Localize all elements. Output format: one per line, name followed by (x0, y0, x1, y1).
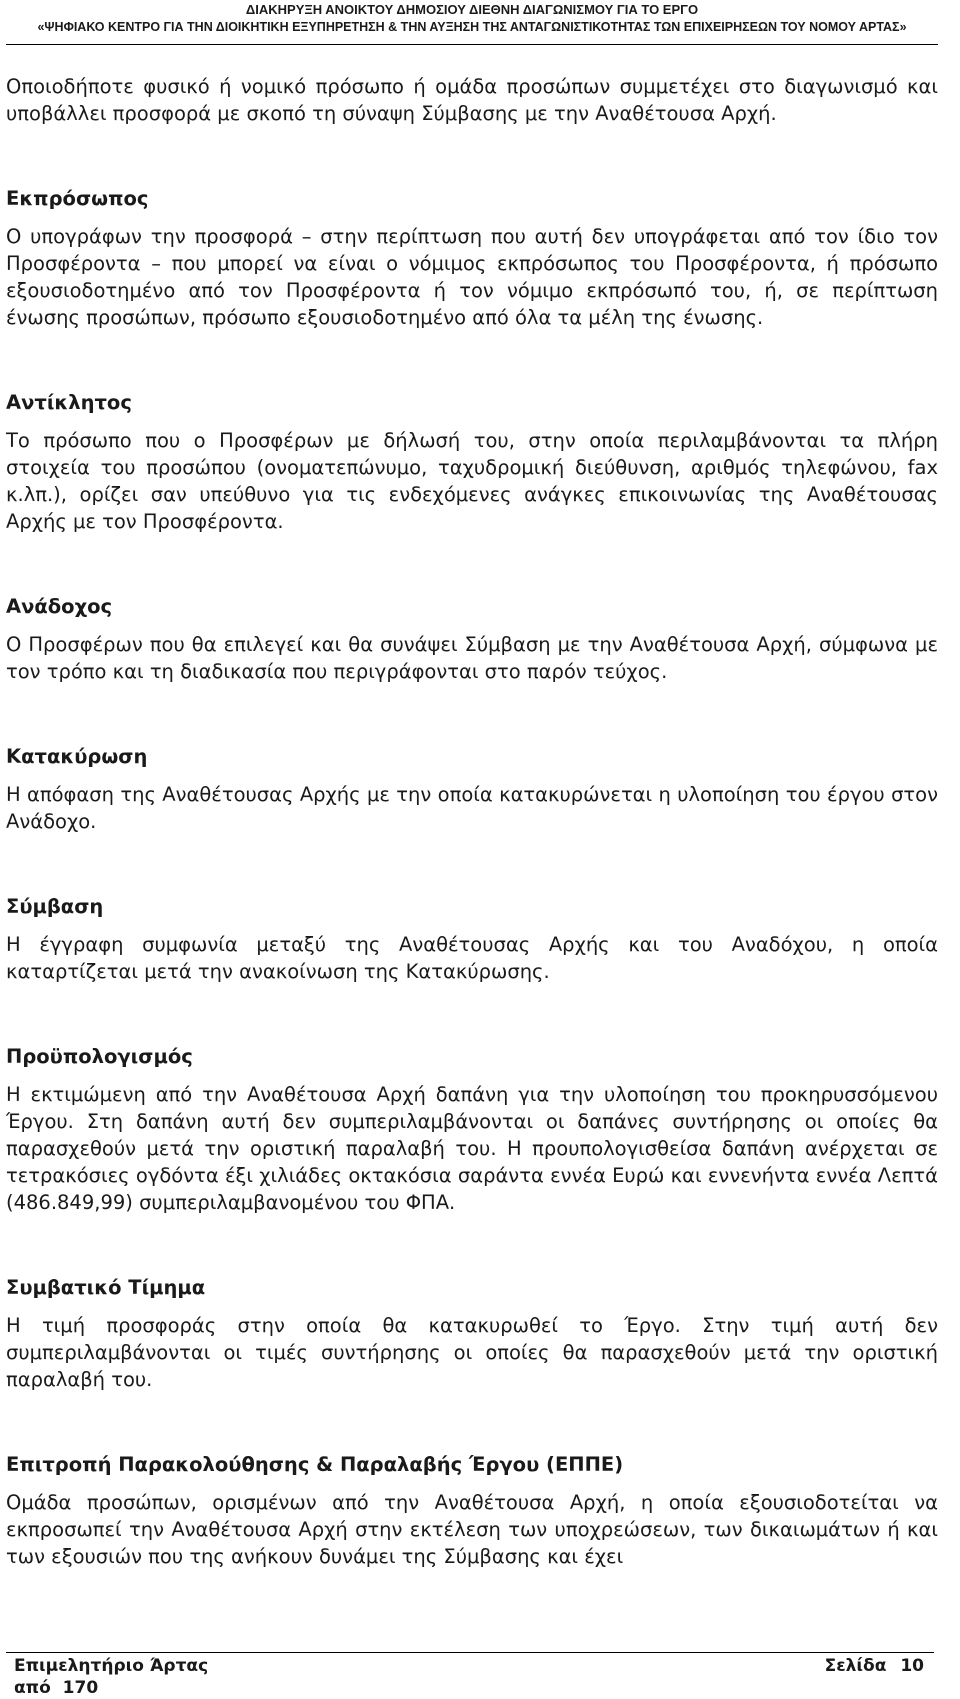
footer-page-label: Σελίδα (824, 1656, 887, 1676)
section-heading: Ανάδοχος (6, 595, 113, 618)
footer-total-value: 170 (62, 1678, 99, 1698)
footer-page-value: 10 (900, 1656, 924, 1676)
section-heading: Κατακύρωση (6, 745, 148, 768)
section-symvasi (6, 893, 938, 985)
section-anadochos (6, 593, 938, 685)
section-text: Η τιμή προσφοράς στην οποία θα κατακυρωθεί το Έργο. Στην τιμή αυτή δεν συμπεριλαμβάνονται οι τιμές συντήρησης οι οποίες θα παρασχεθούν μετά την οριστική παραλαβή του. (6, 1314, 938, 1391)
footer-page-number (825, 1656, 924, 1676)
intro-paragraph: Οποιοδήποτε φυσικό ή νομικό πρόσωπο ή ομάδα προσώπων συμμετέχει στο διαγωνισμό και υποβάλλει προσφορά με σκοπό τη σύναψη Σύμβασης με την Αναθέτουσα Αρχή. (6, 75, 938, 125)
section-heading: Σύμβαση (6, 895, 104, 918)
footer-total-pages (14, 1678, 98, 1698)
document-body (6, 73, 938, 1570)
section-ekprosopos (6, 185, 938, 331)
section-text: Ομάδα προσώπων, ορισμένων από την Αναθέτουσα Αρχή, η οποία εξουσιοδοτείται να εκπροσωπεί την Αναθέτουσα Αρχή στην εκτέλεση των υποχρεώσεων, των δικαιωμάτων ή και των εξουσιών που της ανήκουν δυνάμει της Σύμβασης και έχει (6, 1491, 938, 1568)
section-text: Ο Προσφέρων που θα επιλεγεί και θα συνάψει Σύμβαση με την Αναθέτουσα Αρχή, σύμφωνα με τον τρόπο και τη διαδικασία που περιγράφονται στο παρόν τεύχος. (6, 633, 938, 683)
section-heading: Αντίκλητος (6, 391, 132, 414)
page-footer (6, 1652, 934, 1699)
section-heading: Συμβατικό Τίμημα (6, 1276, 206, 1299)
section-heading: Εκπρόσωπος (6, 187, 149, 210)
header-title-line-1: ΔΙΑΚΗΡΥΞΗ ΑΝΟΙΚΤΟΥ ΔΗΜΟΣΙΟΥ ΔΙΕΘΝΗ ΔΙΑΓΩΝΙΣΜΟΥ ΓΙΑ ΤΟ ΕΡΓΟ (245, 2, 699, 17)
section-text: Η εκτιμώμενη από την Αναθέτουσα Αρχή δαπάνη για την υλοποίηση του προκηρυσσόμενου Έργου. Στη δαπάνη αυτή δεν συμπεριλαμβάνονται οι δαπάνες συντήρησης οι οποίες θα παρασχεθούν μετά την οριστική παραλαβή του. Η προυπολογισθείσα δαπάνη ανέρχεται σε τετρακόσιες ογδόντα έξι χιλιάδες οκτακόσια σαράντα εννέα Ευρώ και εννενήντα εννέα Λεπτά (486.849,99) συμπεριλαμβανομένου του ΦΠΑ. (6, 1083, 938, 1214)
section-text: Η απόφαση της Αναθέτουσας Αρχής με την οποία κατακυρώνεται η υλοποίηση του έργου στον Ανάδοχο. (6, 783, 938, 833)
section-heading: Επιτροπή Παρακολούθησης & Παραλαβής Έργου (ΕΠΠΕ) (6, 1453, 624, 1476)
page-header (6, 0, 938, 45)
section-symvatiko-timima (6, 1274, 938, 1393)
header-title-line-2: «ΨΗΦΙΑΚΟ ΚΕΝΤΡΟ ΓΙΑ ΤΗΝ ΔΙΟΙΚΗΤΙΚΗ ΕΞΥΠΗΡΕΤΗΣΗ & ΤΗΝ ΑΥΞΗΣΗ ΤΗΣ ΑΝΤΑΓΩΝΙΣΤΙΚΟΤΗΤΑΣ ΤΩΝ ΕΠΙΧΕΙΡΗΣΕΩΝ ΤΟΥ ΝΟΜΟΥ ΑΡΤΑΣ» (37, 20, 907, 34)
footer-of-label: από (14, 1678, 51, 1698)
section-proypologismos (6, 1043, 938, 1216)
footer-organization: Επιμελητήριο Άρτας (14, 1656, 209, 1676)
section-heading: Προϋπολογισμός (6, 1045, 193, 1068)
section-text: Το πρόσωπο που ο Προσφέρων με δήλωσή του, στην οποία περιλαμβάνονται τα πλήρη στοιχεία του προσώπου (ονοματεπώνυμο, ταχυδρομική διεύθυνση, αριθμός τηλεφώνου, fax κ.λπ.), ορίζει σαν υπεύθυνο για τις ενδεχόμενες ανάγκες επικοινωνίας της Αναθέτουσας Αρχής με τον Προσφέροντα. (6, 429, 938, 533)
section-text: Ο υπογράφων την προσφορά – στην περίπτωση που αυτή δεν υπογράφεται από τον ίδιο τον Προσφέροντα – που μπορεί να είναι ο νόμιμος εκπρόσωπος του Προσφέροντα, ή πρόσωπο εξουσιοδοτημένο από τον Προσφέροντα ή τον νόμιμο εκπρόσωπό του, ή, σε περίπτωση ένωσης προσώπων, πρόσωπο εξουσιοδοτημένο από όλα τα μέλη της ένωσης. (6, 225, 938, 329)
section-katakyrosi (6, 743, 938, 835)
section-antikletos (6, 389, 938, 535)
section-eppe (6, 1451, 938, 1570)
section-text: Η έγγραφη συμφωνία μεταξύ της Αναθέτουσας Αρχής και του Αναδόχου, η οποία καταρτίζεται μετά την ανακοίνωση της Κατακύρωσης. (6, 933, 938, 983)
